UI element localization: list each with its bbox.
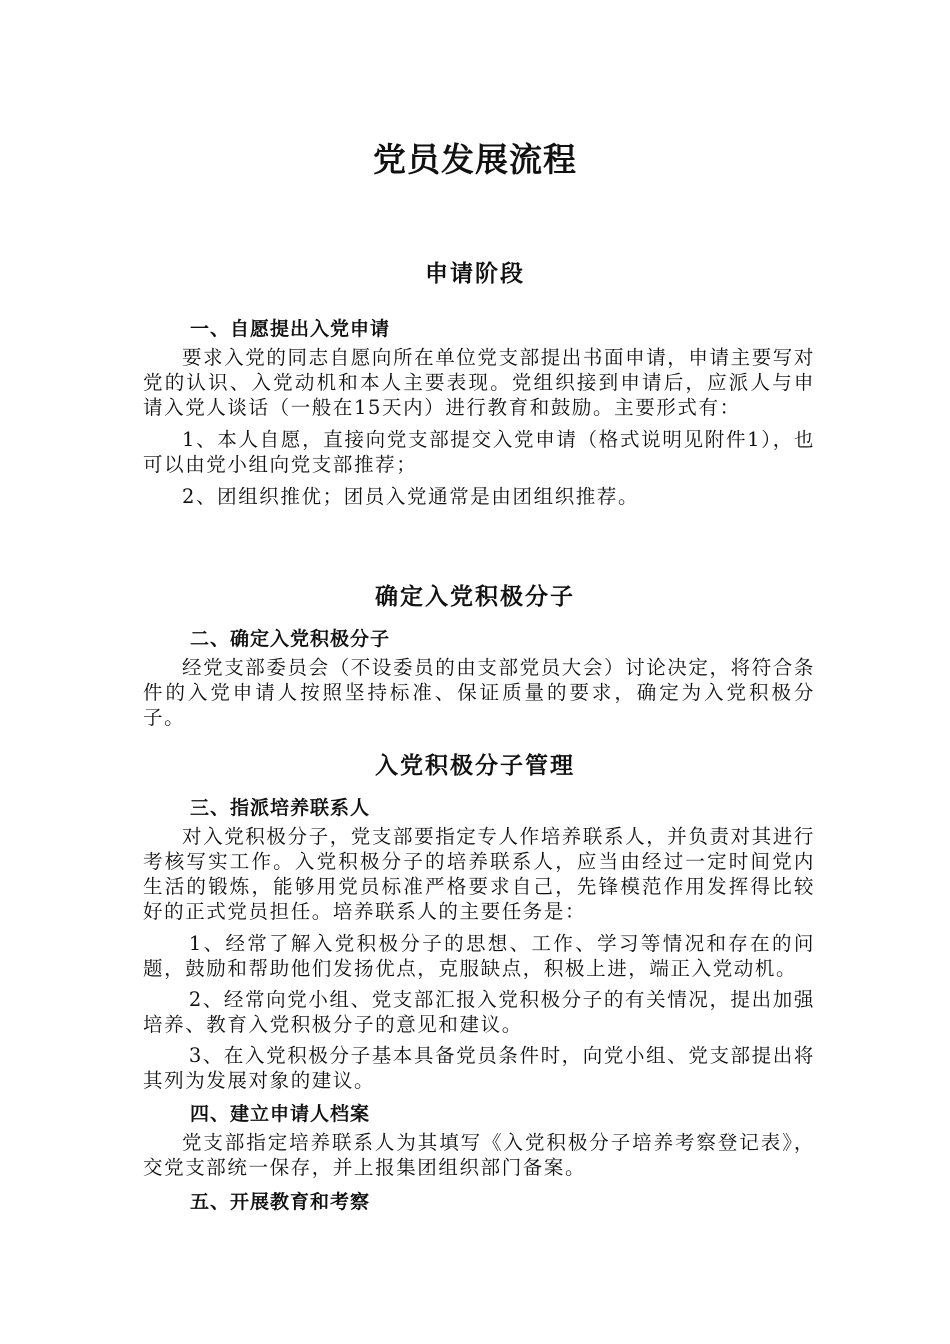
paragraph: 要求入党的同志自愿向所在单位党支部提出书面申请，申请主要写对党的认识、入党动机和本人主要表现。党组织接到申请后，应派人与申请入党人谈话（一般在15天内）进行教育和鼓励。主要形式有： [143, 346, 816, 419]
section-heading-activist: 确定入党积极分子 [375, 583, 575, 610]
paragraph: 对入党积极分子，党支部要指定专人作培养联系人，并负责对其进行考核写实工作。入党积极分子的培养联系人，应当由经过一定时间党内生活的锻炼，能够用党员标准严格要求自己，先锋模范作用发挥得比较好的正式党员担任。培养联系人的主要任务是： [143, 825, 816, 923]
paragraph: 3、在入党积极分子基本具备党员条件时，向党小组、党支部提出将其列为发展对象的建议。 [143, 1044, 815, 1092]
section-heading-application: 申请阶段 [425, 260, 525, 287]
paragraph: 2、团组织推优；团员入党通常是由团组织推荐。 [182, 485, 640, 508]
paragraph: 1、本人自愿，直接向党支部提交入党申请（格式说明见附件1），也可以由党小组向党支部推荐； [143, 428, 815, 476]
item-heading-4: 四、建立申请人档案 [190, 1103, 371, 1125]
paragraph: 2、经常向党小组、党支部汇报入党积极分子的有关情况，提出加强培养、教育入党积极分子的意见和建议。 [143, 988, 815, 1036]
paragraph: 1、经常了解入党积极分子的思想、工作、学习等情况和存在的问题，鼓励和帮助他们发扬优点，克服缺点，积极上进，端正入党动机。 [143, 932, 815, 980]
item-heading-5: 五、开展教育和考察 [190, 1191, 371, 1213]
paragraph: 经党支部委员会（不设委员的由支部党员大会）讨论决定，将符合条件的入党申请人按照坚持标准、保证质量的要求，确定为入党积极分子。 [143, 656, 816, 729]
item-heading-1: 一、自愿提出入党申请 [190, 318, 391, 340]
document-title: 党员发展流程 [373, 140, 577, 179]
section-heading-management: 入党积极分子管理 [375, 752, 575, 779]
paragraph: 党支部指定培养联系人为其填写《入党积极分子培养考察登记表》，交党支部统一保存，并上报集团组织部门备案。 [143, 1131, 815, 1179]
item-heading-2: 二、确定入党积极分子 [190, 628, 391, 650]
item-heading-3: 三、指派培养联系人 [190, 797, 371, 819]
